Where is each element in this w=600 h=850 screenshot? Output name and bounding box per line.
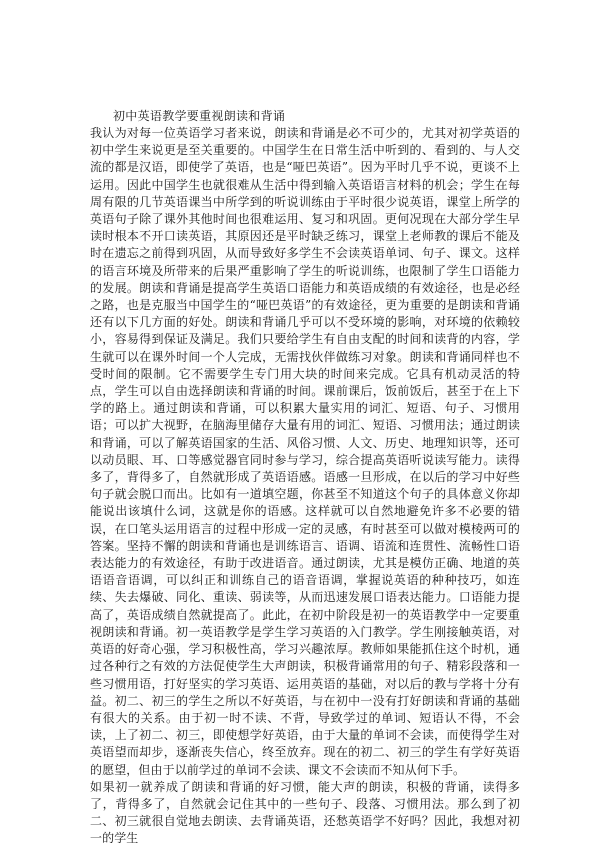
- document-body: [90, 125, 520, 848]
- document-title: 初中英语教学要重视朗读和背诵: [113, 109, 286, 123]
- body-paragraph-1: 我认为对每一位英语学习者来说，朗读和背诵是必不可少的，尤其对初学英语的初中学生来说更是至关重要的。中国学生在日常生活中听到的、看到的、与人交流的都是汉语，即使学了英语，也是“哑巴英语”。因为平时几乎不说，更谈不上运用。因此中国学生也就很难从生活中得到输入英语语言材料的机会；学生在每周有限的几节英语课当中所学到的听说训练由于平时很少说英语，课堂上所学的英语句子除了课外其他时间也很难运用、复习和巩固。更何况现在大部分学生早读时根本不开口读英语，其原因还是平时缺乏练习，课堂上老师教的课后不能及时在遗忘之前得到巩固，从而导致好多学生不会读英语单词、句子、课文。这样的语言环境及所带来的后果严重影响了学生的听说训练，也限制了学生口语能力的发展。朗读和背诵是提高学生英语口语能力和英语成绩的有效途径，也是必经之路，也是克服当中国学生的“哑巴英语”的有效途径，更为重要的是朗读和背诵还有以下几方面的好处。朗读和背诵几乎可以不受环境的影响，对环境的依赖较小，容易得到保证及满足。我们只要给学生有自由支配的时间和读背的内容，学生就可以在课外时间一个人完成，无需找伙伴做练习对象。朗读和背诵同样也不受时间的限制。它不需要学生专门用大块的时间来完成。它具有机动灵活的特点，学生可以自由选择朗读和背诵的时间。课前课后，饭前饭后，甚至于在上下学的路上。通过朗读和背诵，可以积累大量实用的词汇、短语、句子、习惯用语；可以扩大视野，在脑海里储存大量有用的词汇、短语、习惯用法；通过朗读和背诵，可以了解英语国家的生活、风俗习惯、人文、历史、地理知识等，还可以动员眼、耳、口等感觉器官同时参与学习，综合提高英语听说读写能力。读得多了，背得多了，自然就形成了英语语感。语感一旦形成，在以后的学习中好些句子就会脱口而出。比如有一道填空题，你甚至不知道这个句子的具体意义你却能说出该填什么词，这就是你的语感。这样就可以自然地避免许多不必要的错误，在口笔头运用语言的过程中形成一定的灵感，有时甚至可以做对模棱两可的答案。坚持不懈的朗读和背诵也是训练语言、语调、语流和连贯性、流畅性口语表达能力的有效途径，有助于改进语音。通过朗读，尤其是模仿正确、地道的英语语音语调，可以纠正和训练自己的语音语调，掌握说英语的种种技巧，如连续、失去爆破、同化、重读、弱读等，从而迅速发展口语表达能力。口语能力提高了，英语成绩自然就提高了。此此，在初中阶段是初一的英语教学中一定要重视朗读和背诵。初一英语教学是学生学习英语的入门教学。学生刚接触英语，对英语的好奇心强，学习积极性高，学习兴趣浓厚。教师如果能抓住这个时机，通过各种行之有效的方法促使学生大声朗读，积极背诵常用的句子、精彩段落和一些习惯用语，打好坚实的学习英语、运用英语的基础，对以后的教与学将十分有益。初二、初三的学生之所以不好英语，与在初中一没有打好朗读和背诵的基础有很大的关系。由于初一时不读、不背，导致学过的单词、短语认不得，不会读，上了初二、初三，即使想学好英语，由于大量的单词不会读，而使得学生对英语望而却步，逐渐丧失信心，终至放弃。现在的初二、初三的学生有学好英语的愿望，但由于以前学过的单词不会读、课文不会读而不知从何下手。: [90, 126, 520, 777]
- body-paragraph-2: 如果初一就养成了朗读和背诵的好习惯，能大声的朗读，积极的背诵，读得多了，背得多了，自然就会记住其中的一些句子、段落、习惯用法。那么到了初二、初三就很自觉地去朗读、去背诵英语，还愁英语学不好吗？因此，我想对初一的学生: [90, 779, 520, 846]
